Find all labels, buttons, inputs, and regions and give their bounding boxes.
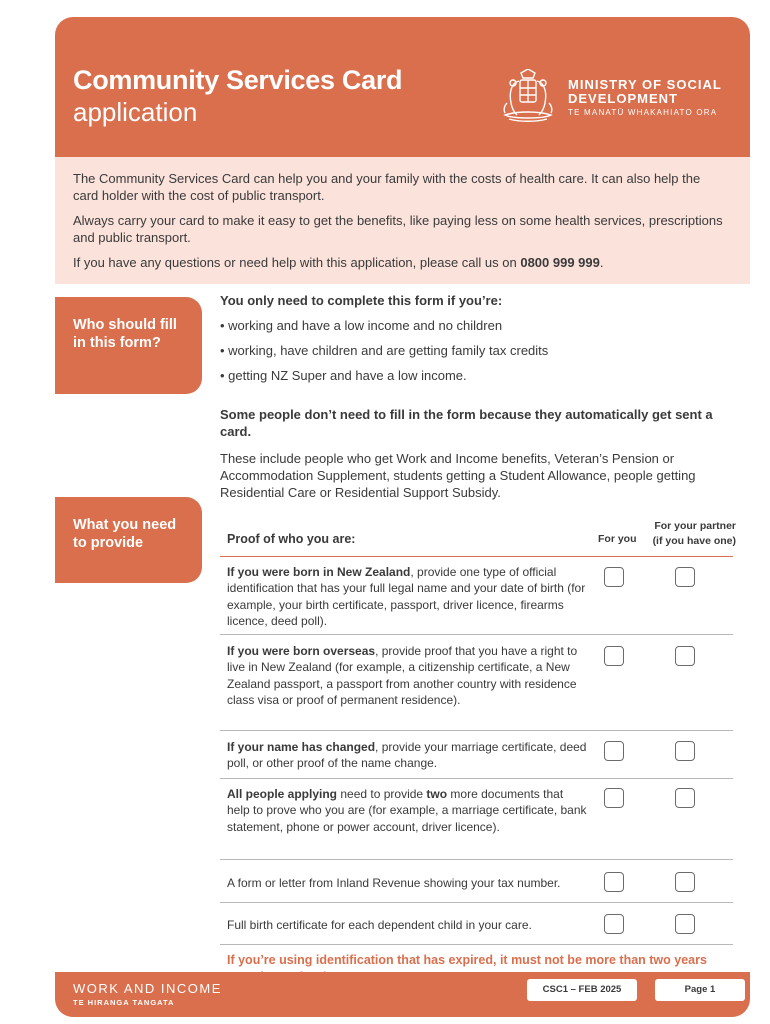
bullet-text: working, have children and are getting family tax credits bbox=[228, 343, 549, 358]
row-bold-text: If you were born overseas bbox=[227, 644, 376, 658]
intro-help-end: . bbox=[599, 255, 604, 270]
checkbox-you-two-documents[interactable] bbox=[604, 788, 624, 808]
table-row bbox=[227, 786, 587, 835]
row-divider bbox=[220, 859, 733, 860]
work-and-income-maori-text: TE HIRANGA TANGATA bbox=[73, 998, 175, 1007]
phone-number: 0800 999 999 bbox=[520, 255, 600, 270]
col-proof-header: Proof of who you are: bbox=[227, 532, 356, 546]
row-divider bbox=[220, 778, 733, 779]
ministry-name-line2: DEVELOPMENT bbox=[568, 91, 678, 106]
checkbox-partner-birth-certificate[interactable] bbox=[675, 914, 695, 934]
header-divider bbox=[220, 556, 733, 557]
page-number: Page 1 bbox=[655, 979, 745, 1001]
checkbox-partner-tax-number[interactable] bbox=[675, 872, 695, 892]
checkbox-you-tax-number[interactable] bbox=[604, 872, 624, 892]
row-divider bbox=[220, 634, 733, 635]
automatic-card-note: Some people don’t need to fill in the form because they automatically get sent a card. bbox=[220, 407, 713, 439]
table-row bbox=[227, 739, 587, 772]
checkbox-you-overseas-born[interactable] bbox=[604, 646, 624, 666]
who-should-fill-tab bbox=[55, 297, 202, 394]
row-text: , provide your marriage certificate, deed poll, or other proof of the name change. bbox=[227, 740, 587, 771]
header bbox=[55, 17, 750, 157]
eligibility-heading: You only need to complete this form if you’re: bbox=[220, 293, 503, 308]
nz-coat-of-arms-icon bbox=[499, 69, 557, 123]
automatic-card-details: These include people who get Work and Income benefits, Veteran’s Pension or Accommodation Supplement, students getting a Student Allowance, people getting Residential Care or Residential Support Subsidy. bbox=[220, 451, 696, 500]
row-divider bbox=[220, 944, 733, 945]
row-text: , provide one type of official identification that has your full legal name and your date of birth (for example, your birth certificate, passport, driver licence, firearms licence, deed poll). bbox=[227, 565, 586, 628]
checkbox-you-nz-born[interactable] bbox=[604, 567, 624, 587]
list-item: • working and have a low income and no children bbox=[220, 318, 503, 333]
col-partner-line2: (if you have one) bbox=[652, 535, 736, 547]
intro-paragraph-1: The Community Services Card can help you and your family with the costs of health care. It can also help the card holder with the cost of public transport. bbox=[73, 171, 701, 203]
ministry-maori-name: TE MANATŪ WHAKAHIATO ORA bbox=[568, 108, 718, 117]
checkbox-partner-overseas-born[interactable] bbox=[675, 646, 695, 666]
col-partner-line1: For your partner bbox=[654, 520, 736, 532]
work-and-income-logo-text: WORK AND INCOME bbox=[73, 981, 222, 996]
ministry-name-line1: MINISTRY OF SOCIAL bbox=[568, 77, 722, 92]
who-should-fill-label: Who should fill in this form? bbox=[73, 317, 177, 351]
intro-paragraph-3 bbox=[73, 254, 723, 271]
table-row: A form or letter from Inland Revenue showing your tax number. bbox=[227, 876, 561, 890]
row-bold-text: All people applying bbox=[227, 787, 338, 801]
checkbox-partner-name-changed[interactable] bbox=[675, 741, 695, 761]
expired-id-warning: If you’re using identification that has expired, it must not be more than two years bbox=[227, 953, 707, 967]
checkbox-partner-two-documents[interactable] bbox=[675, 788, 695, 808]
table-row bbox=[227, 643, 587, 708]
intro-panel bbox=[55, 157, 750, 284]
page-subtitle: application bbox=[73, 97, 198, 127]
col-partner-header bbox=[644, 519, 736, 549]
checkbox-you-name-changed[interactable] bbox=[604, 741, 624, 761]
footer bbox=[55, 972, 750, 1017]
list-item: • getting NZ Super and have a low income. bbox=[220, 368, 467, 383]
col-you-header: For you bbox=[598, 533, 637, 545]
form-page bbox=[55, 17, 750, 1017]
bullet-text: getting NZ Super and have a low income. bbox=[228, 368, 467, 383]
table-row bbox=[227, 564, 587, 629]
page-title: Community Services Card bbox=[73, 65, 403, 95]
row-divider bbox=[220, 730, 733, 731]
form-code: CSC1 – FEB 2025 bbox=[527, 979, 637, 1001]
what-to-provide-tab bbox=[55, 497, 202, 583]
row-bold-text: If you were born in New Zealand bbox=[227, 565, 411, 579]
bullet-text: working and have a low income and no children bbox=[228, 318, 503, 333]
checkbox-partner-nz-born[interactable] bbox=[675, 567, 695, 587]
intro-paragraph-2: Always carry your card to make it easy to get the benefits, like paying less on some health services, prescriptions and public transport. bbox=[73, 213, 723, 245]
row-text: more documents that help to prove who you are (for example, a marriage certificate, bank statement, phone or power account, driver licence). bbox=[227, 787, 587, 834]
row-bold-text: If your name has changed bbox=[227, 740, 376, 754]
table-row: Full birth certificate for each dependent child in your care. bbox=[227, 918, 532, 932]
checkbox-you-birth-certificate[interactable] bbox=[604, 914, 624, 934]
what-to-provide-label: What you need to provide bbox=[73, 517, 177, 551]
row-divider bbox=[220, 902, 733, 903]
row-text: , provide proof that you have a right to live in New Zealand (for example, a citizenship certificate, a New Zealand passport, a passport from another country with residence class visa or proof of permanent residence). bbox=[227, 644, 578, 707]
row-text-a: need to provide bbox=[337, 787, 427, 801]
row-bold-two: two bbox=[426, 787, 448, 801]
list-item: • working, have children and are getting family tax credits bbox=[220, 343, 549, 358]
intro-help-text: If you have any questions or need help with this application, please call us on bbox=[73, 255, 521, 270]
